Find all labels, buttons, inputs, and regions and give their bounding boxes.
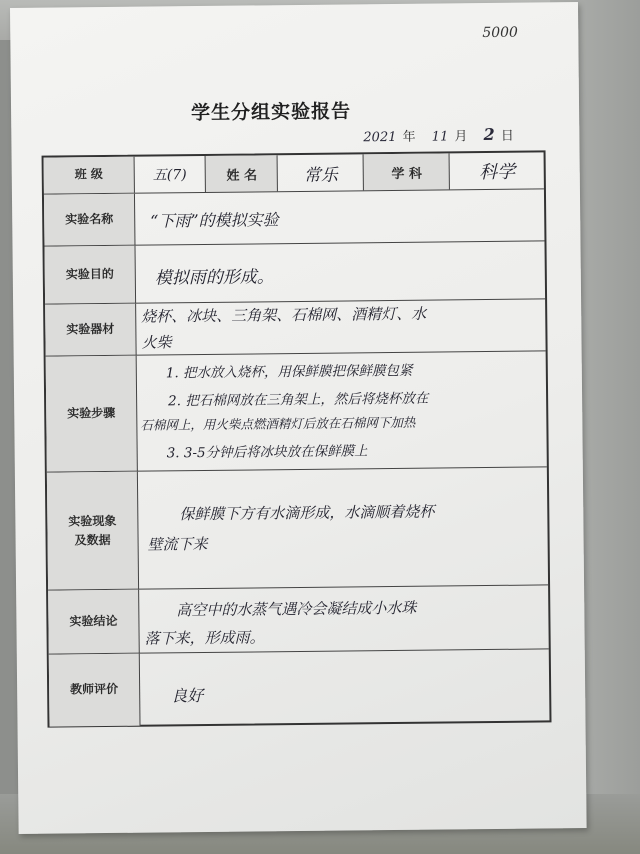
observations-label-line-1: 实验现象 [68,513,117,529]
conclusion-line-2: 落下来，形成雨。 [144,628,265,648]
step-line-2: 2. 把石棉网放在三角架上，然后将烧杯放在 [168,390,429,410]
row-conclusion [48,584,549,654]
report-table [42,150,552,727]
conclusion-value [140,585,543,653]
experiment-name-label: 实验名称 [44,194,136,247]
date-day-label: 日 [500,128,514,144]
experiment-name-value [136,189,539,245]
purpose-label: 实验目的 [45,246,137,305]
date-day: 2 [483,124,495,145]
date-year-label: 年 [402,129,416,145]
date-month-label: 月 [454,129,468,145]
corner-note: 5000 [482,24,519,42]
observation-line-2: 壁流下来 [147,534,208,554]
steps-value [138,351,541,471]
page-title: 学生分组实验报告 [190,100,352,125]
report-sheet [10,2,587,834]
observations-label [47,472,139,591]
subject-value: 科学 [449,152,545,189]
conclusion-label: 实验结论 [48,590,140,655]
steps-label: 实验步骤 [46,356,138,473]
row-steps [46,350,547,472]
row-materials [45,298,546,356]
name-label: 姓 名 [205,155,278,192]
date-month: 11 [431,129,449,145]
materials-label: 实验器材 [45,304,137,357]
materials-line-2: 火柴 [141,333,172,352]
header-row [44,152,544,193]
step-line-3: 石棉网上，用火柴点燃酒精灯后放在石棉网下加热 [140,414,416,433]
row-teacher-comment [49,648,550,726]
row-purpose [44,240,545,304]
observation-line-1: 保鲜膜下方有水滴形成，水滴顺着烧杯 [179,502,435,524]
teacher-comment-line: 良好 [171,686,204,706]
materials-line-1: 烧杯、冰块、三角架、石棉网、酒精灯、水 [141,304,427,326]
experiment-name-line: “下雨”的模拟实验 [150,210,279,231]
purpose-value [136,241,539,303]
subject-label: 学 科 [363,153,450,190]
observations-label-line-2: 及数据 [74,532,111,548]
teacher-comment-label: 教师评价 [49,654,141,727]
row-experiment-name [44,188,545,246]
name-value: 常乐 [277,154,364,191]
teacher-comment-value [141,649,544,725]
step-line-1: 1. 把水放入烧杯，用保鲜膜把保鲜膜包紧 [165,362,413,382]
class-label: 班 级 [44,157,135,194]
observations-value [139,467,542,589]
class-value: 五(7) [152,167,187,184]
purpose-line: 模拟雨的形成。 [154,267,274,289]
report-date [363,125,526,146]
row-observations [47,466,548,590]
step-line-4: 3. 3-5分钟后将冰块放在保鲜膜上 [166,443,368,462]
materials-value [137,299,540,355]
conclusion-line-1: 高空中的水蒸气遇冷会凝结成小水珠 [176,598,417,620]
date-year: 2021 [363,129,397,146]
